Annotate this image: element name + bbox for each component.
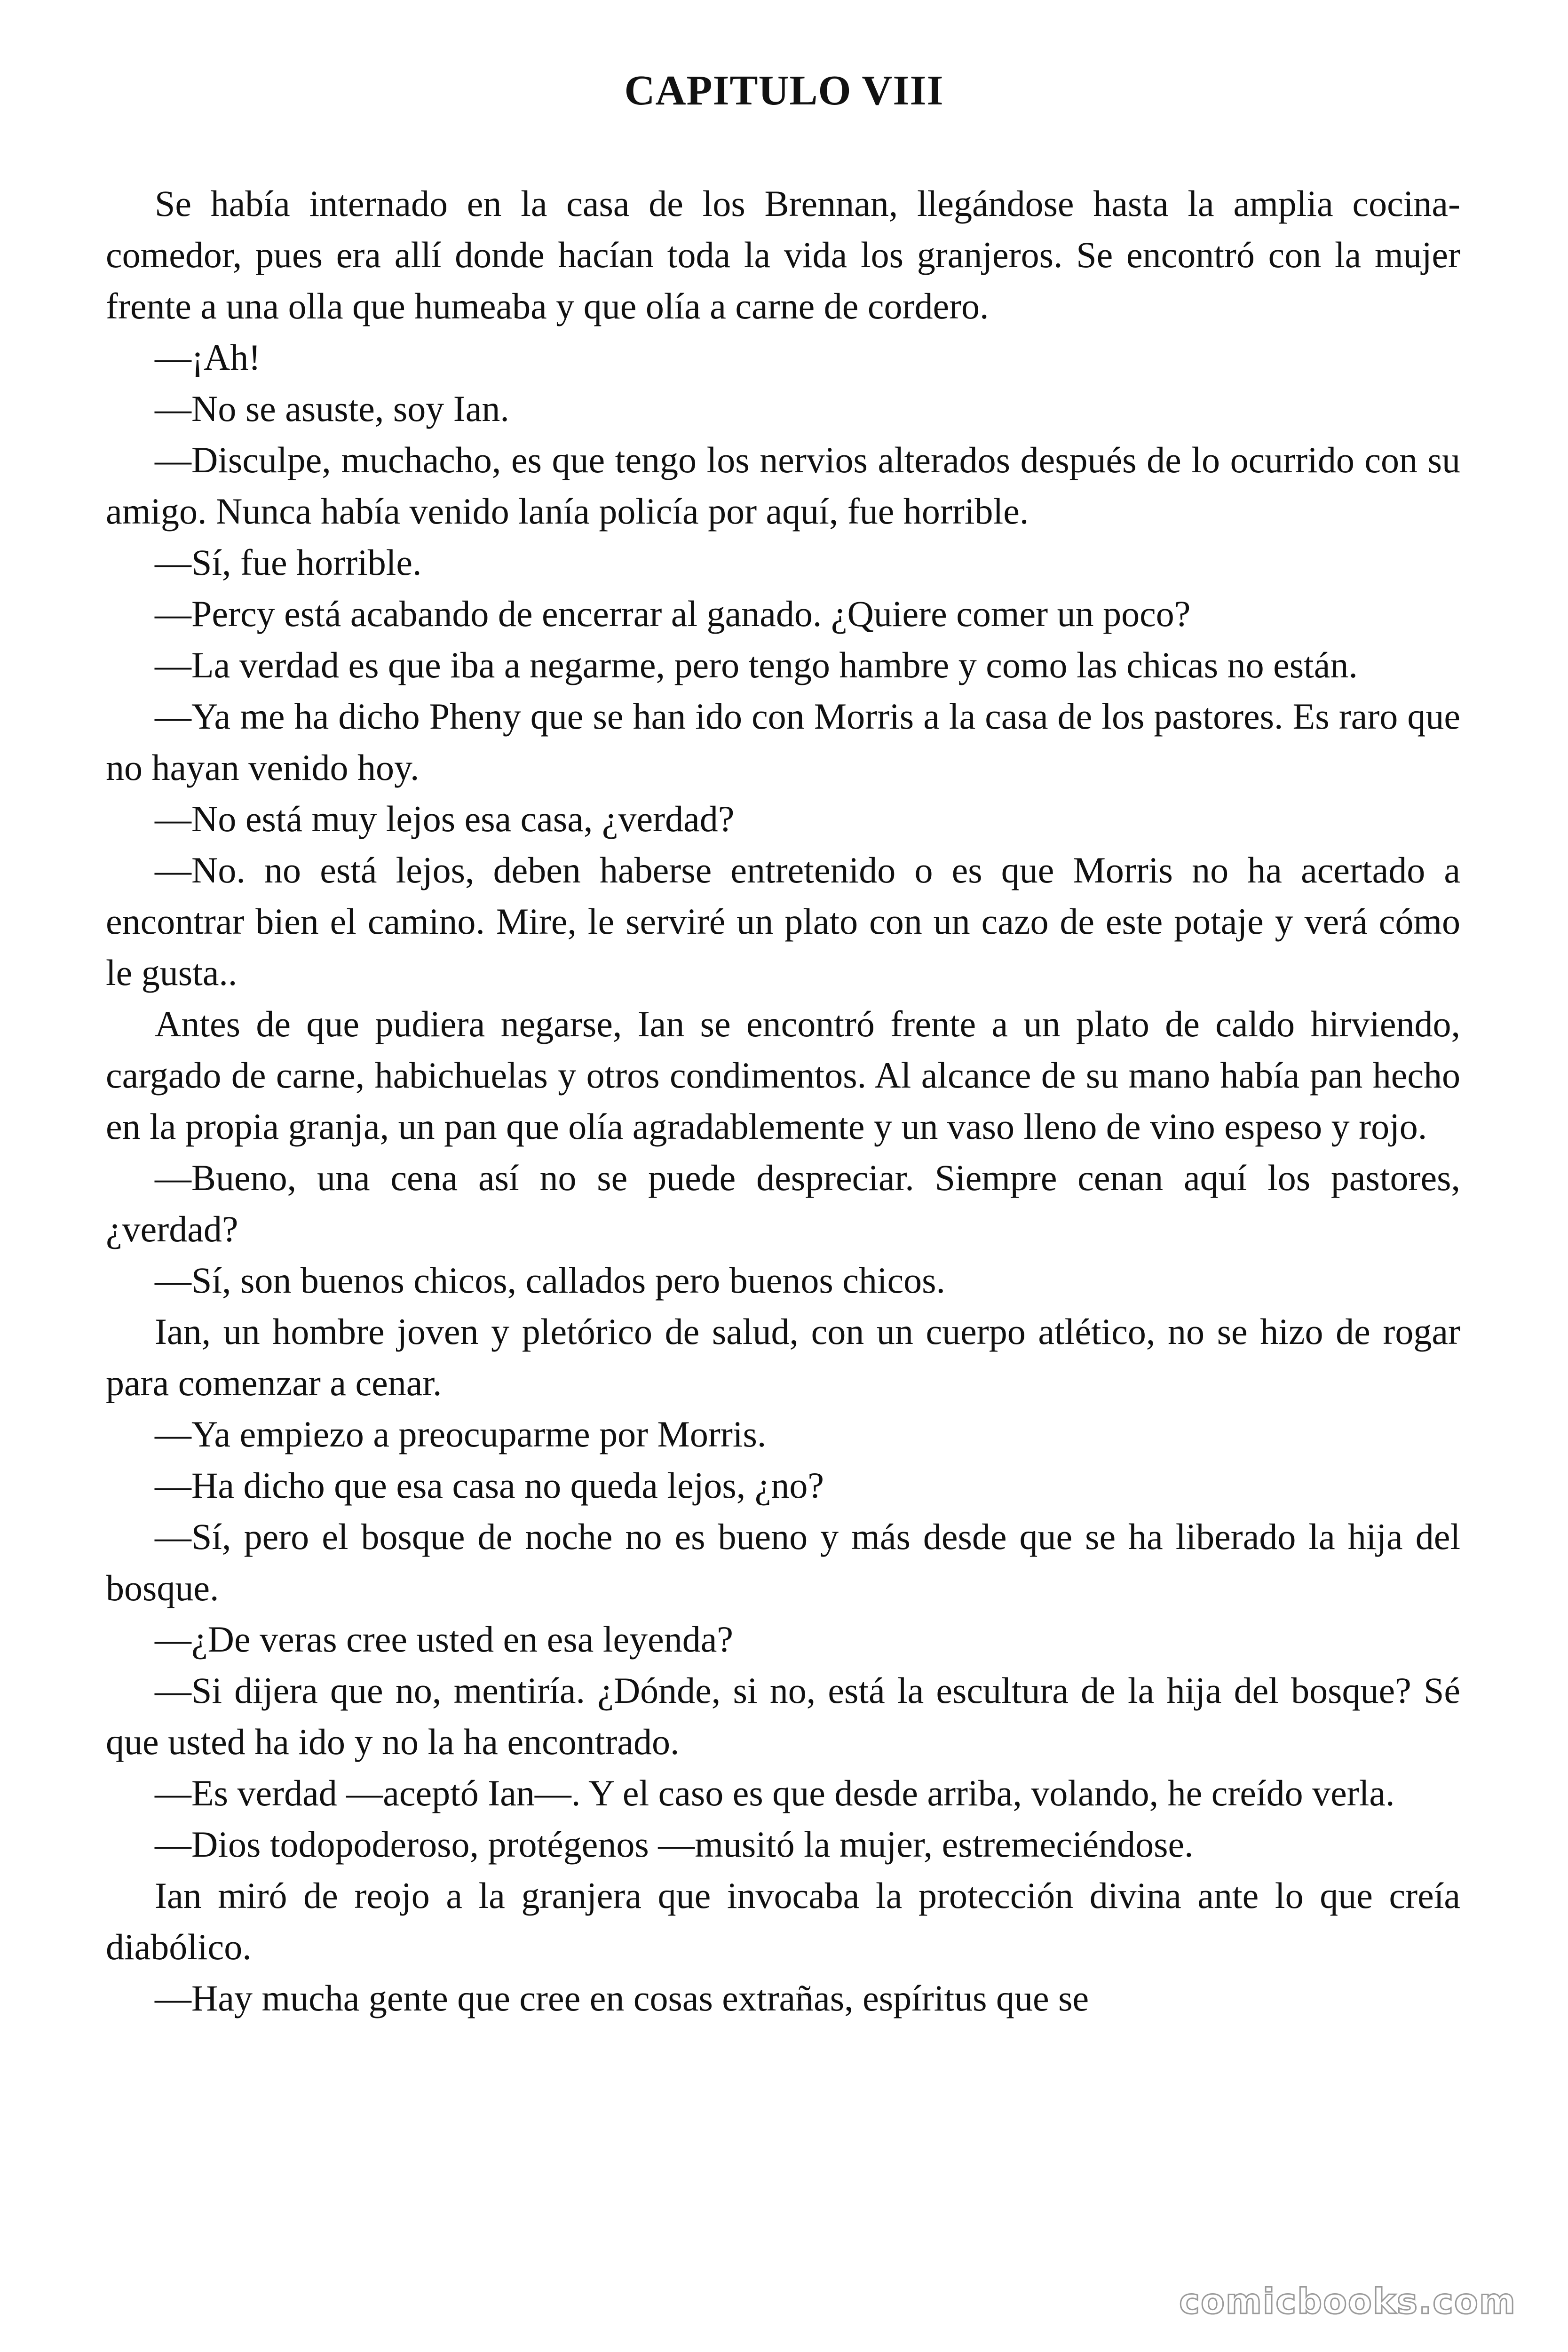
paragraph: Ian miró de reojo a la granjera que invocaba la protección divina ante lo que creía diabólico. (106, 1875, 1460, 1967)
paragraph: —Bueno, una cena así no se puede despreciar. Siempre cenan aquí los pastores, ¿verdad? (106, 1157, 1460, 1249)
paragraph: —Dios todopoderoso, protégenos —musitó la mujer, estremeciéndose. (155, 1824, 1194, 1865)
paragraph: —Ha dicho que esa casa no queda lejos, ¿no? (155, 1465, 824, 1506)
paragraph: Se había internado en la casa de los Brennan, llegándose hasta la amplia cocina-comedor, pues era allí donde hacían toda la vida los granjeros. Se encontró con la mujer frente a una olla que humeaba y que olía a carne de cordero. (106, 183, 1460, 326)
paragraph: —Sí, fue horrible. (155, 542, 422, 583)
paragraph: —Ya me ha dicho Pheny que se han ido con Morris a la casa de los pastores. Es raro que no hayan venido hoy. (106, 696, 1460, 788)
paragraph: —¡Ah! (155, 337, 261, 378)
paragraph: —Ya empiezo a preocuparme por Morris. (155, 1414, 767, 1454)
paragraph: —Disculpe, muchacho, es que tengo los nervios alterados después de lo ocurrido con su amigo. Nunca había venido lanía policía por aquí, fue horrible. (106, 439, 1460, 532)
paragraph: —No. no está lejos, deben haberse entretenido o es que Morris no ha acertado a encontrar bien el camino. Mire, le serviré un plato con un cazo de este potaje y verá cómo le gusta.. (106, 850, 1460, 993)
paragraph: —Sí, son buenos chicos, callados pero buenos chicos. (155, 1260, 946, 1301)
paragraph: —Es verdad —aceptó Ian—. Y el caso es que desde arriba, volando, he creído verla. (155, 1772, 1395, 1813)
paragraph: Antes de que pudiera negarse, Ian se encontró frente a un plato de caldo hirviendo, cargado de carne, habichuelas y otros condimentos. Al alcance de su mano había pan hecho en la propia granja, un pan que olía agradablemente y un vaso lleno de vino espeso y rojo. (106, 1003, 1460, 1147)
paragraph: —Hay mucha gente que cree en cosas extrañas, espíritus que se (155, 1978, 1089, 2018)
paragraph: —La verdad es que iba a negarme, pero tengo hambre y como las chicas no están. (155, 644, 1358, 685)
paragraph: —Sí, pero el bosque de noche no es bueno y más desde que se ha liberado la hija del bosque. (106, 1516, 1460, 1608)
chapter-title: CAPITULO VIII (624, 67, 944, 114)
paragraph: —No se asuste, soy Ian. (155, 388, 509, 429)
paragraph: —Percy está acabando de encerrar al ganado. ¿Quiere comer un poco? (155, 593, 1191, 634)
watermark: comicbooks.com (1179, 2281, 1516, 2322)
body-text (106, 178, 1460, 2024)
paragraph: Ian, un hombre joven y pletórico de salud, con un cuerpo atlético, no se hizo de rogar para comenzar a cenar. (106, 1311, 1460, 1403)
paragraph: —¿De veras cree usted en esa leyenda? (155, 1619, 733, 1660)
paragraph: —Si dijera que no, mentiría. ¿Dónde, si no, está la escultura de la hija del bosque? Sé que usted ha ido y no la ha encontrado. (106, 1670, 1460, 1762)
paragraph: —No está muy lejos esa casa, ¿verdad? (155, 798, 735, 839)
